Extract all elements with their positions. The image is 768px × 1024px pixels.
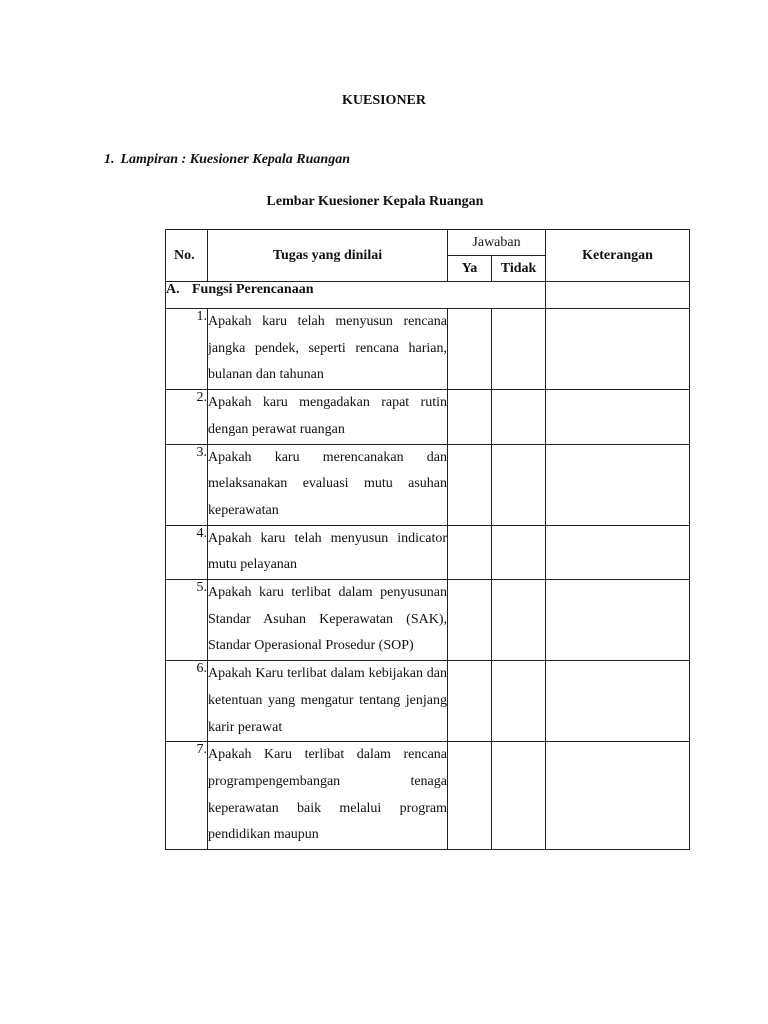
answer-no-cell[interactable] [492,309,546,390]
table-row [166,390,690,444]
header-notes: Keterangan [546,230,690,282]
section-number: 1. [104,152,115,167]
answer-no-cell[interactable] [492,580,546,661]
row-task: Apakah Karu terlibat dalam rencana programpengembangan tenaga keperawatan baik melalui program pendidikan maupun [208,742,448,850]
notes-cell[interactable] [546,309,690,390]
row-task: Apakah karu merencanakan dan melaksanakan evaluasi mutu asuhan keperawatan [208,444,448,525]
header-task: Tugas yang dinilai [208,230,448,282]
row-task: Apakah Karu terlibat dalam kebijakan dan ketentuan yang mengatur tentang jenjang karir perawat [208,661,448,742]
notes-cell[interactable] [546,742,690,850]
section-label-text: Fungsi Perencanaan [192,282,314,297]
table-row [166,444,690,525]
answer-yes-cell[interactable] [448,661,492,742]
document-title: KUESIONER [341,93,427,108]
answer-no-cell[interactable] [492,390,546,444]
section-label [166,282,546,309]
header-yes: Ya [448,256,492,282]
row-task: Apakah karu telah menyusun rencana jangka pendek, seperti rencana harian, bulanan dan tahunan [208,309,448,390]
table-row [166,309,690,390]
section-heading [104,152,350,168]
table-row [166,661,690,742]
header-no: No. [166,230,208,282]
row-number: 1. [166,309,208,390]
answer-yes-cell[interactable] [448,390,492,444]
row-task: Apakah karu mengadakan rapat rutin dengan perawat ruangan [208,390,448,444]
answer-yes-cell[interactable] [448,309,492,390]
answer-yes-cell[interactable] [448,742,492,850]
row-number: 4. [166,525,208,579]
notes-cell[interactable] [546,525,690,579]
table-row [166,742,690,850]
answer-yes-cell[interactable] [448,444,492,525]
answer-no-cell[interactable] [492,444,546,525]
row-task: Apakah karu telah menyusun indicator mutu pelayanan [208,525,448,579]
row-number: 2. [166,390,208,444]
notes-cell[interactable] [546,390,690,444]
answer-no-cell[interactable] [492,742,546,850]
notes-cell[interactable] [546,580,690,661]
row-number: 3. [166,444,208,525]
header-no-answer: Tidak [492,256,546,282]
row-task: Apakah karu terlibat dalam penyusunan Standar Asuhan Keperawatan (SAK), Standar Operasional Prosedur (SOP) [208,580,448,661]
section-row [166,282,690,309]
section-letter: A. [166,282,180,297]
table-row [166,525,690,579]
answer-no-cell[interactable] [492,525,546,579]
answer-yes-cell[interactable] [448,580,492,661]
table-row [166,580,690,661]
row-number: 7. [166,742,208,850]
sheet-title: Lembar Kuesioner Kepala Ruangan [266,194,484,209]
notes-cell[interactable] [546,444,690,525]
answer-yes-cell[interactable] [448,525,492,579]
header-answer: Jawaban [448,230,546,256]
questionnaire-table [165,229,690,850]
row-number: 5. [166,580,208,661]
section-heading-text: Lampiran : Kuesioner Kepala Ruangan [120,152,350,167]
row-number: 6. [166,661,208,742]
answer-no-cell[interactable] [492,661,546,742]
section-notes-cell [546,282,690,309]
notes-cell[interactable] [546,661,690,742]
